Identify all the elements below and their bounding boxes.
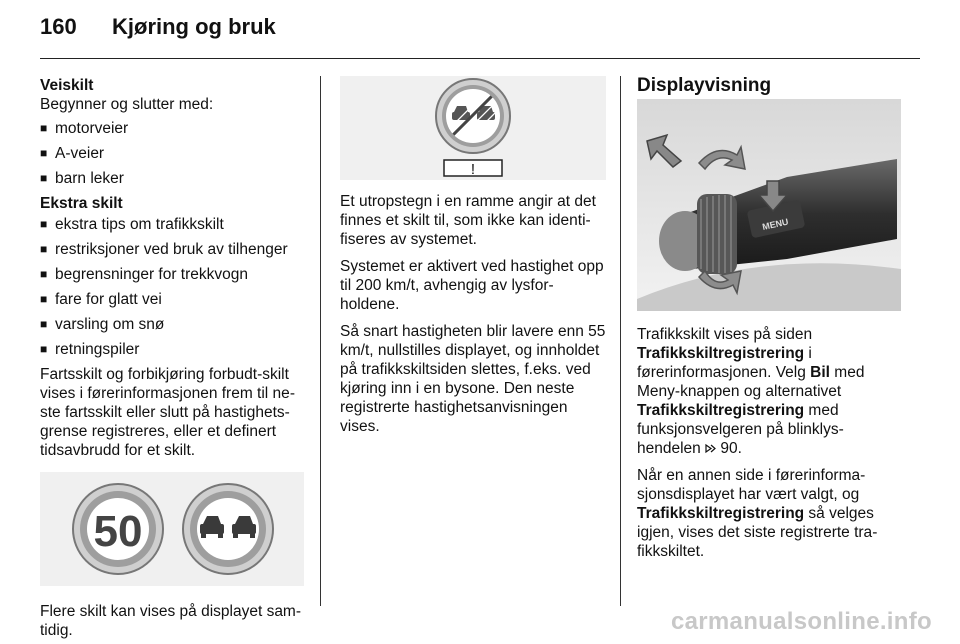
list-item: ■ ekstra tips om trafikkskilt: [40, 215, 304, 234]
figure-turn-signal-lever: [637, 99, 901, 311]
column-divider: [320, 76, 321, 606]
paragraph-display-2: Når en annen side i førerinformasjonsdisplayet har vært valgt, og Trafikkskiltregistrering så velges igjen, vises det siste registrerte trafikkskiltet.: [637, 467, 878, 560]
watermark: carmanualsonline.info: [670, 608, 932, 635]
paragraph-activation: Systemet er aktivert ved hastighet opp til 200 km/t, avhengig av lysforholdene.: [340, 258, 604, 313]
list-item: ■ retningspiler: [40, 340, 304, 359]
list-item: ■ barn leker: [40, 169, 304, 188]
paragraph-display-1: Trafikkskilt vises på siden Trafikkskiltregistrering i førerinformasjonen. Velg Bil med Meny-knappen og alternativet Trafikkskiltregistrering med funksjonsvelgeren på blinklyshendelen 90.: [637, 326, 865, 457]
bullet-list-extra-signs: [40, 215, 304, 359]
figure-traffic-signs: [40, 472, 304, 586]
intro-text: Begynner og slutter med:: [40, 96, 214, 113]
column-divider: [620, 76, 621, 606]
no-overtaking-sign-icon: [183, 484, 273, 574]
traffic-signs-illustration: [40, 472, 304, 586]
page-reference-arrow-icon: [705, 443, 716, 454]
heading-ekstra-skilt: Ekstra skilt: [40, 195, 123, 212]
page-title: Kjøring og bruk: [112, 14, 276, 39]
speed-limit-value: 50: [93, 507, 143, 556]
paragraph-multiple-signs: Flere skilt kan vises på displayet samtidig.: [40, 603, 302, 639]
paragraph-exclamation: Et utropstegn i en ramme angir at det finnes et skilt til, som ikke kan identifiseres av systemet.: [340, 193, 596, 248]
figure-end-of-restrictions-sign: [340, 76, 606, 180]
list-item: ■ restriksjoner ved bruk av tilhenger: [40, 240, 304, 259]
list-item: ■ A-veier: [40, 144, 304, 163]
list-item: ■ begrensninger for trekkvogn: [40, 265, 304, 284]
list-item: ■ fare for glatt vei: [40, 290, 304, 309]
header-rule: [40, 58, 920, 59]
menu-button-label: MENU: [761, 216, 790, 232]
end-no-overtaking-illustration: [340, 76, 606, 180]
page-number: 160: [40, 14, 77, 39]
paragraph-reset: Så snart hastigheten blir lavere enn 55 km/t, nullstilles displayet, og innholdet på trafikkskiltsiden slettes, f.eks. ved kjøring inn i en bysone. Den neste registrerte hastighetsanvisningen vises.: [340, 323, 606, 435]
heading-displayvisning: Displayvisning: [637, 75, 772, 96]
list-item: ■ varsling om snø: [40, 315, 304, 334]
column-middle: [340, 76, 606, 440]
column-right: [637, 76, 901, 565]
paragraph-speed-signs: Fartsskilt og forbikjøring forbudt-skilt vises i førerinformasjonen frem til neste fartsskilt eller slutt på hastighetsgrense registreres, eller et definert tidsavbrudd for et skilt.: [40, 366, 295, 459]
page-header: [40, 14, 276, 40]
list-item: ■ motorveier: [40, 119, 304, 138]
end-of-no-overtaking-sign-icon: [436, 79, 510, 153]
column-left: [40, 76, 304, 644]
speed-limit-sign-icon: [73, 484, 163, 574]
turn-signal-lever-illustration: [637, 99, 901, 311]
bullet-list-roads: [40, 119, 304, 188]
exclamation-mark: !: [470, 161, 476, 178]
heading-veiskilt: Veiskilt: [40, 77, 94, 94]
